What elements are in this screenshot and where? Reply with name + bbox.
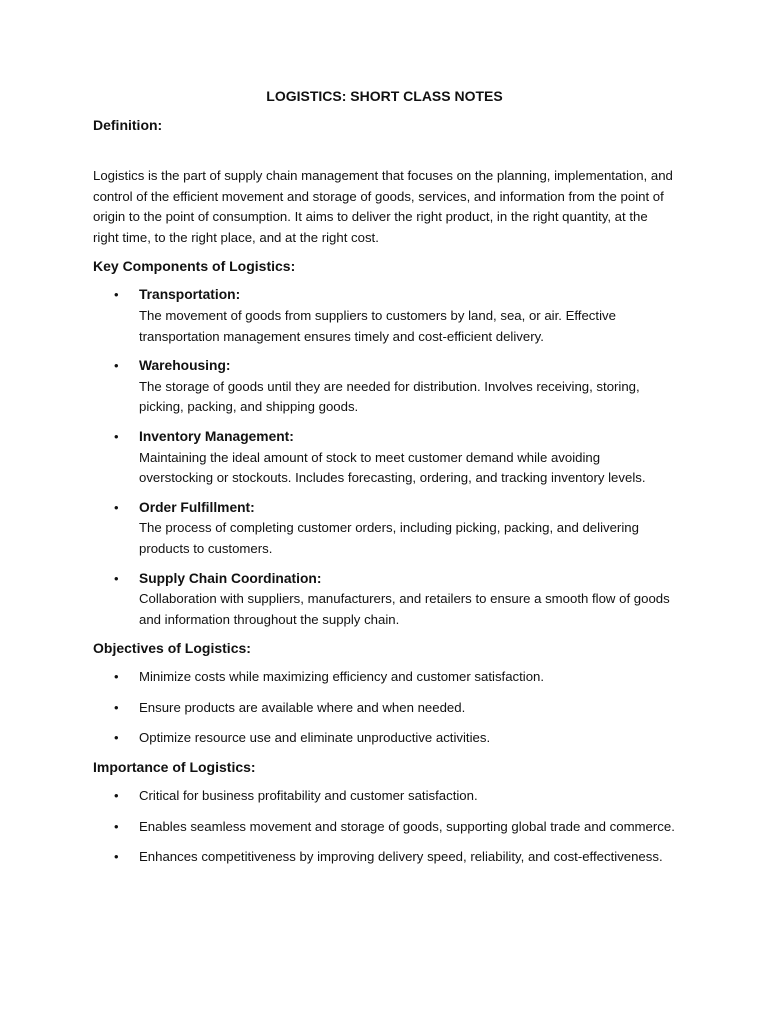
list-item: • Critical for business profitability and customer satisfaction. <box>93 786 676 807</box>
list-item: • Enables seamless movement and storage of goods, supporting global trade and commerce. <box>93 817 676 838</box>
component-name: • Warehousing: <box>139 358 231 374</box>
document-title: LOGISTICS: SHORT CLASS NOTES <box>266 88 503 104</box>
list-item: • Ensure products are available where and when needed. <box>93 698 676 719</box>
list-item: • Enhances competitiveness by improving delivery speed, reliability, and cost-effectiveness. <box>93 847 676 868</box>
list-item <box>93 569 676 631</box>
component-description: The process of completing customer orders, including picking, packing, and delivering products to customers. <box>139 520 639 556</box>
definition-text: Logistics is the part of supply chain management that focuses on the planning, implementation, and control of the efficient movement and storage of goods, services, and information from the point of origin to the point of consumption. It aims to deliver the right product, in the right quantity, at the right time, to the right place, and at the right cost. <box>93 168 673 245</box>
objectives-list <box>93 667 676 749</box>
importance-list <box>93 786 676 868</box>
component-name: • Transportation: <box>139 287 241 303</box>
component-name: • Supply Chain Coordination: <box>139 570 322 586</box>
list-item <box>93 498 676 560</box>
component-name: • Inventory Management: <box>139 428 294 444</box>
list-item <box>93 285 676 347</box>
list-item <box>93 427 676 489</box>
component-description: Collaboration with suppliers, manufacturers, and retailers to ensure a smooth flow of goods and information throughout the supply chain. <box>139 591 670 627</box>
list-item: • Minimize costs while maximizing efficiency and customer satisfaction. <box>93 667 676 688</box>
list-item <box>93 356 676 418</box>
list-item: • Optimize resource use and eliminate unproductive activities. <box>93 728 676 749</box>
components-list <box>93 285 676 630</box>
objectives-heading: Objectives of Logistics: <box>93 640 251 657</box>
component-name: • Order Fulfillment: <box>139 499 255 515</box>
component-description: The storage of goods until they are needed for distribution. Involves receiving, storing, picking, packing, and shipping goods. <box>139 378 640 415</box>
component-description: The movement of goods from suppliers to customers by land, sea, or air. Effective transportation management ensures timely and cost-efficient delivery. <box>139 307 616 344</box>
definition-heading: Definition: <box>93 117 163 133</box>
importance-heading: Importance of Logistics: <box>93 759 256 776</box>
component-description: Maintaining the ideal amount of stock to meet customer demand while avoiding overstocking or stockouts. Includes forecasting, ordering, and tracking inventory levels. <box>139 449 646 486</box>
components-heading: Key Components of Logistics: <box>93 258 296 275</box>
